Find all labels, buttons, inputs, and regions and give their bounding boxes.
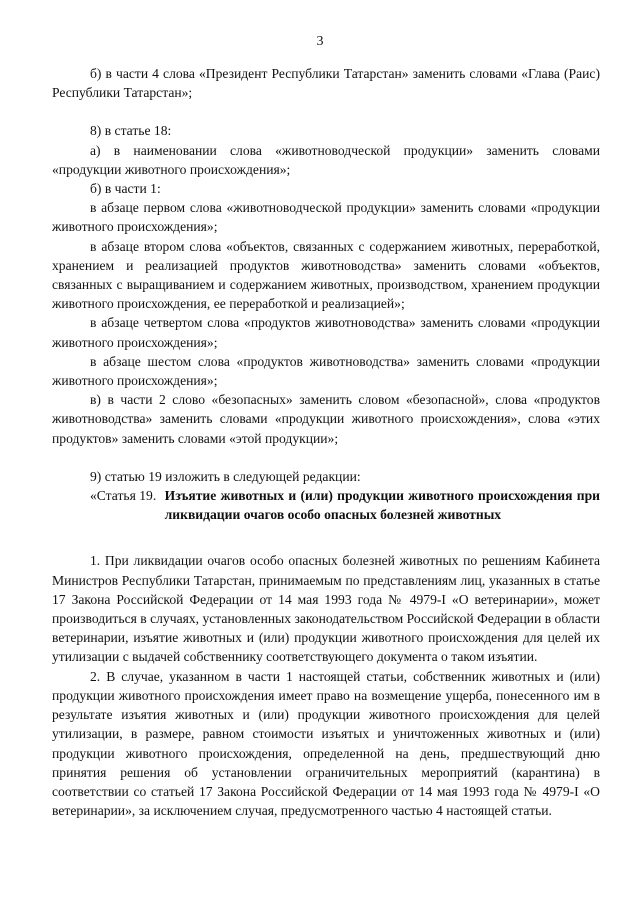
- section-9-intro: 9) статью 19 изложить в следующей редакции:: [90, 468, 361, 484]
- section-8-item-v: в) в части 2 слово «безопасных» заменить словом «безопасной», слова «продуктов животноводства» заменить словами «продукции животного происхождения», слова «этих продуктов» заменить словами «этой продукции»;: [52, 392, 600, 446]
- section-8-para-first: в абзаце первом слова «животноводческой продукции» заменить словами «продукции животного происхождения»;: [52, 200, 600, 235]
- article-19-title: Изъятие животных и (или) продукции животного происхождения при ликвидации очагов особо опасных болезней животных: [164, 488, 600, 523]
- section-8-item-b: б) в части 1:: [90, 181, 161, 197]
- section-8-para-second: в абзаце втором слова «объектов, связанных с содержанием животных, переработкой, хранением и реализацией продуктов животноводства» заменить словами «объектов, связанных с выращиванием и содержанием животных, производством, хранением продукции животного происхождения, ее переработкой и реализацией»;: [52, 238, 600, 312]
- article-19-prefix: «Статья 19.: [90, 488, 160, 504]
- article-19-part-2: 2. В случае, указанном в части 1 настоящей статьи, собственник животных и (или) продукции животного происхождения имеет право на возмещение ущерба, понесенного им в результате изъятия животных и (или) продукции животного происхождения для целей утилизации, в размере, равном стоимости изъятых и уничтоженных животных и (или) продукции животного происхождения, определенной на день, предшествующий дню принятия решения об установлении ограничительных мероприятий (карантина) в соответствии со статьей 17 Закона Российской Федерации от 14 мая 1993 года № 4979-I «О ветеринарии», за исключением случая, предусмотренного частью 4 настоящей статьи.: [52, 668, 600, 819]
- document-body: [52, 64, 600, 820]
- section-8-item-a: а) в наименовании слова «животноводческой продукции» заменить словами «продукции животного происхождения»;: [52, 142, 600, 177]
- section-8-para-fourth: в абзаце четвертом слова «продуктов животноводства» заменить словами «продукции животного происхождения»;: [52, 315, 600, 350]
- article-19-heading: [52, 486, 600, 524]
- section-8-heading: 8) в статье 18:: [90, 123, 172, 139]
- paragraph-b-part4: б) в части 4 слова «Президент Республики Татарстан» заменить словами «Глава (Раис) Республики Татарстан»;: [52, 66, 600, 101]
- page-number: 3: [316, 34, 324, 49]
- section-8-para-sixth: в абзаце шестом слова «продуктов животноводства» заменить словами «продукции животного происхождения»;: [52, 353, 600, 389]
- article-19-part-1: 1. При ликвидации очагов особо опасных болезней животных по решениям Кабинета Министров Республики Татарстан, принимаемым по представлениям лиц, указанных в статье 17 Закона Российской Федерации от 14 мая 1993 года № 4979-I «О ветеринарии», может производиться в случаях, установленных законодательством Российской Федерации в области ветеринарии, изъятие животных и (или) продукции животного происхождения для целей их утилизации с выдачей собственнику соответствующего документа о таком изъятии.: [52, 553, 600, 665]
